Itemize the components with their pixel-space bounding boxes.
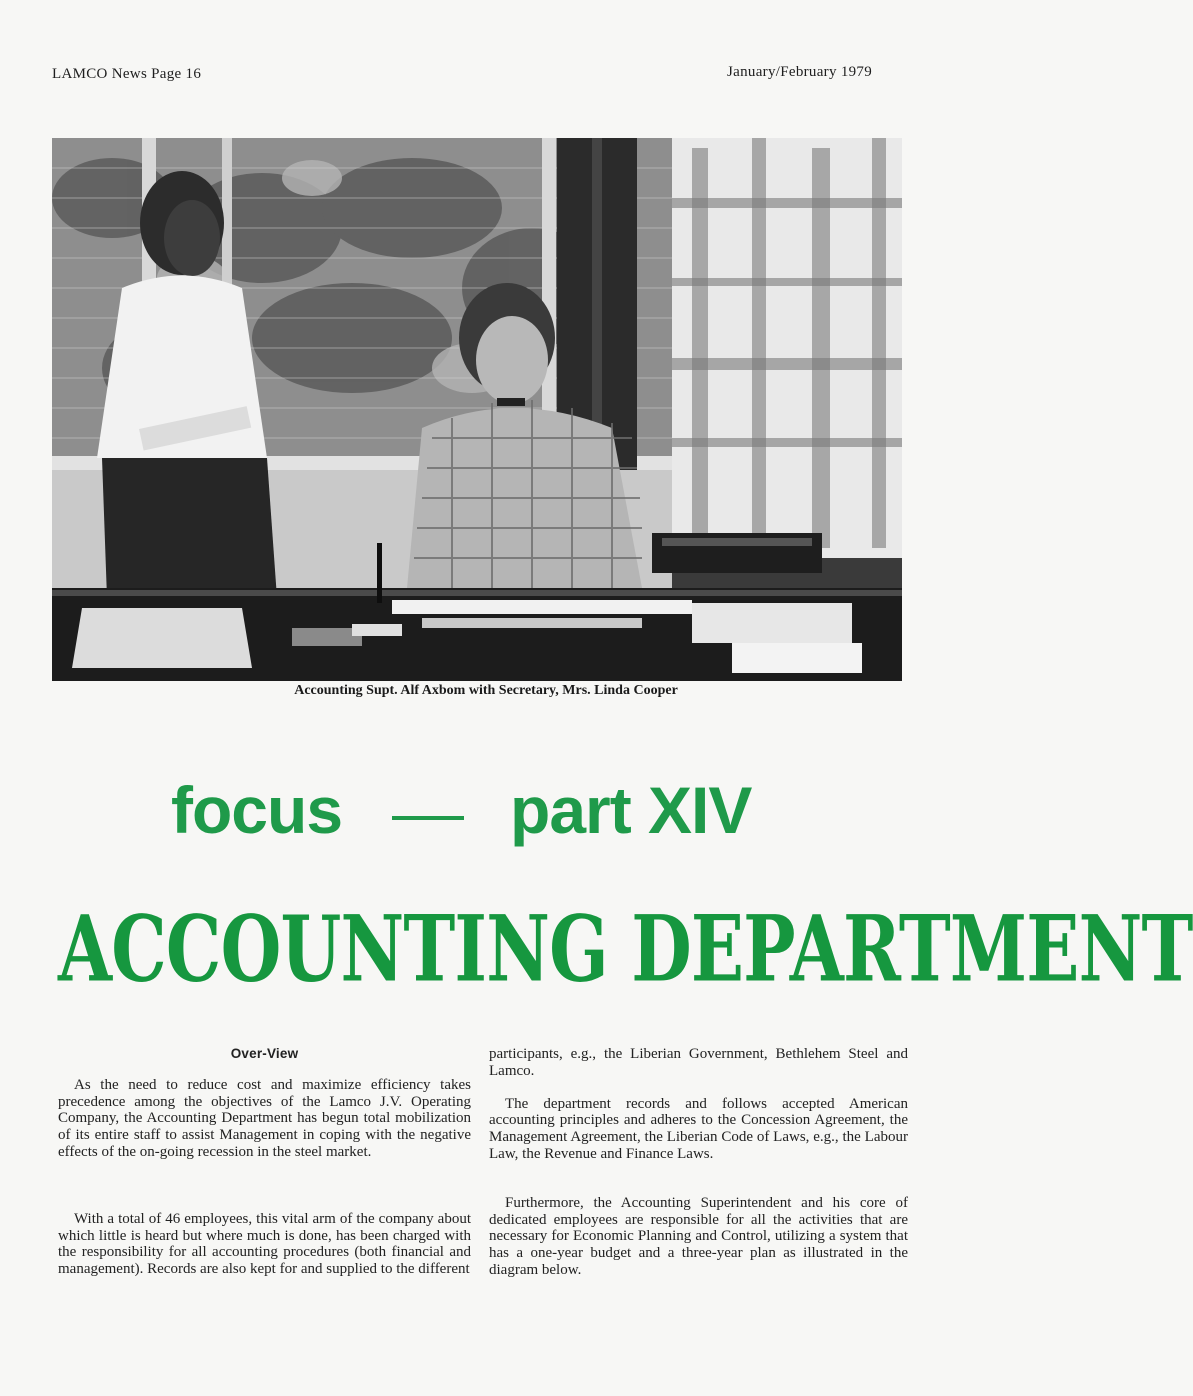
header-publication-page: LAMCO News Page 16: [52, 66, 202, 82]
focus-word: focus: [171, 773, 343, 847]
article-column-left: [58, 1046, 471, 1278]
focus-dash-separator: [392, 816, 464, 820]
part-number: part XIV: [510, 773, 752, 847]
article-paragraph: With a total of 46 employees, this vital arm of the company about which little is heard but where much is done, has been charged with the responsibility for all accounting procedures (both financial and management). Records are also kept for and supplied to the different: [58, 1210, 471, 1278]
article-paragraph: participants, e.g., the Liberian Government, Bethlehem Steel and Lamco.: [489, 1046, 908, 1079]
article-paragraph: The department records and follows accepted American accounting principles and adheres to the Concession Agreement, the Management Agreement, the Liberian Code of Laws, e.g., the Labour Law, the Revenue and Finance Laws.: [489, 1095, 908, 1162]
article-paragraph: As the need to reduce cost and maximize efficiency takes precedence among the objectives of the Lamco J.V. Operating Company, the Accounting Department has begun total mobilization of its entire staff to assist Management in coping with the negative effects of the on-going recession in the steel market.: [58, 1076, 471, 1160]
header-issue-date: January/February 1979: [727, 64, 873, 80]
article-column-right: [489, 1046, 908, 1279]
focus-heading: [0, 772, 972, 852]
section-subheading: Over-View: [230, 1046, 299, 1061]
department-title: ACCOUNTING DEPARTMENT: [58, 895, 1193, 1003]
office-photo: [52, 138, 902, 681]
photo-caption: Accounting Supt. Alf Axbom with Secretary, Mrs. Linda Cooper: [294, 683, 678, 698]
article-paragraph: Furthermore, the Accounting Superintendent and his core of dedicated employees are responsible for all the activities that are necessary for Economic Planning and Control, utilizing a system that has a one-year budget and a three-year plan as illustrated in the diagram below.: [489, 1194, 908, 1278]
